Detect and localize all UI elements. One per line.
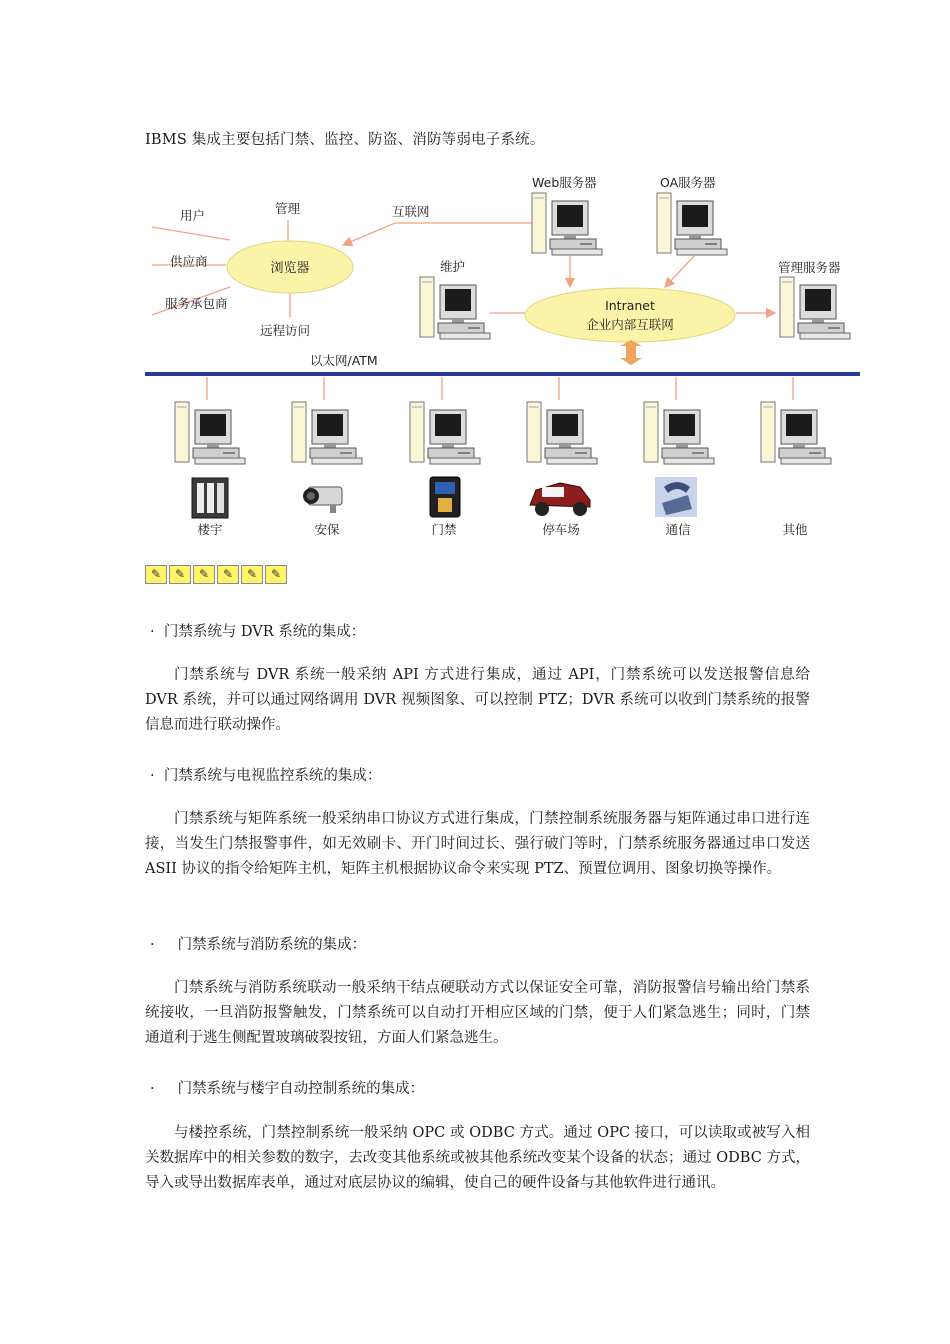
bullet-dot: · bbox=[150, 1081, 178, 1097]
label-mgmt-server: 管理服务器 bbox=[778, 260, 841, 275]
bullet-dot: · bbox=[150, 624, 164, 640]
subsystem-label-security: 安保 bbox=[314, 522, 340, 537]
mgmt-server-computer bbox=[780, 277, 850, 339]
decoration-icon: ✎ bbox=[169, 565, 191, 584]
bullet-dot: · bbox=[150, 768, 164, 784]
web-server-computer bbox=[532, 193, 602, 255]
decoration-icon: ✎ bbox=[217, 565, 239, 584]
decoration-icon: ✎ bbox=[265, 565, 287, 584]
intro-text: IBMS 集成主要包括门禁、监控、防盗、消防等弱电子系统。 bbox=[145, 132, 545, 148]
decorative-icon-row bbox=[145, 565, 289, 584]
label-internet: 互联网 bbox=[392, 204, 430, 219]
browser-label: 浏览器 bbox=[270, 261, 310, 276]
ibms-network-diagram bbox=[140, 165, 870, 550]
decoration-icon: ✎ bbox=[241, 565, 263, 584]
label-web-server: Web服务器 bbox=[532, 175, 597, 190]
section-heading-fire: · 门禁系统与消防系统的集成： bbox=[150, 937, 367, 953]
section-body-fire: 门禁系统与消防系统联动一般采纳干结点硬联动方式以保证安全可靠，消防报警信号输出给门禁系统接收，一旦消防报警触发，门禁系统可以自动打开相应区域的门禁，便于人们紧急逃生；同时，门禁通道利于逃生侧配置玻璃破裂按钮，方面人们紧急逃生。 bbox=[145, 980, 810, 1046]
intranet-label-2: 企业内部互联网 bbox=[586, 317, 674, 332]
parking-car-icon bbox=[530, 483, 590, 516]
oa-server-computer bbox=[657, 193, 727, 255]
section-body-dvr: 门禁系统与 DVR 系统一般采纳 API 方式进行集成，通过 API，门禁系统可以发送报警信息给 DVR 系统，并可以通过网络调用 DVR 视频图象、可以控制 PTZ；DVR 系统可以收到门禁系统的报警信息而进行联动操作。 bbox=[145, 667, 810, 733]
subsystem-label-building: 楼宇 bbox=[197, 522, 223, 537]
label-supplier: 供应商 bbox=[170, 254, 208, 269]
section-heading-dvr: · 门禁系统与 DVR 系统的集成： bbox=[150, 624, 366, 640]
subsystem-label-access: 门禁 bbox=[431, 522, 457, 537]
label-maintenance: 维护 bbox=[440, 259, 466, 274]
label-oa-server: OA服务器 bbox=[660, 175, 716, 190]
subsystem-label-parking: 停车场 bbox=[542, 522, 580, 537]
subsystem-label-other: 其他 bbox=[782, 522, 808, 537]
intranet-label-1: Intranet bbox=[605, 298, 655, 313]
decoration-icon: ✎ bbox=[193, 565, 215, 584]
building-panel-icon bbox=[192, 478, 228, 518]
maintenance-computer bbox=[420, 277, 490, 339]
decoration-icon: ✎ bbox=[145, 565, 167, 584]
section-body-bas: 与楼控系统，门禁控制系统一般采纳 OPC 或 ODBC 方式。通过 OPC 接口，可以读取或被写入相关数据库中的相关参数的数字，去改变其他系统或被其他系统改变某个设备的状态；通过 ODBC 方式，导入或导出数据库表单，通过对底层协议的编辑，使自己的硬件设备与其他软件进行通讯。 bbox=[145, 1125, 810, 1191]
security-camera-icon bbox=[303, 487, 342, 513]
bullet-dot: · bbox=[150, 937, 178, 953]
section-heading-bas: · 门禁系统与楼宇自动控制系统的集成： bbox=[150, 1081, 425, 1097]
section-heading-cctv: · 门禁系统与电视监控系统的集成： bbox=[150, 768, 382, 784]
communication-phone-icon bbox=[655, 477, 697, 517]
subsystem-row bbox=[175, 377, 831, 537]
subsystem-label-communication: 通信 bbox=[665, 522, 691, 537]
label-contractor: 服务承包商 bbox=[165, 296, 228, 311]
bus-label: 以太网/ATM bbox=[310, 353, 378, 368]
label-user: 用户 bbox=[180, 208, 206, 223]
label-manage: 管理 bbox=[275, 201, 301, 216]
label-remote: 远程访问 bbox=[260, 323, 311, 338]
access-reader-icon bbox=[430, 477, 460, 517]
section-body-cctv: 门禁系统与矩阵系统一般采纳串口协议方式进行集成，门禁控制系统服务器与矩阵通过串口进行连接，当发生门禁报警事件，如无效刷卡、开门时间过长、强行破门等时，门禁系统服务器通过串口发送 ASII 协议的指令给矩阵主机，矩阵主机根据协议命令来实现 PTZ、预置位调用、图象切换等操作。 bbox=[145, 811, 810, 877]
